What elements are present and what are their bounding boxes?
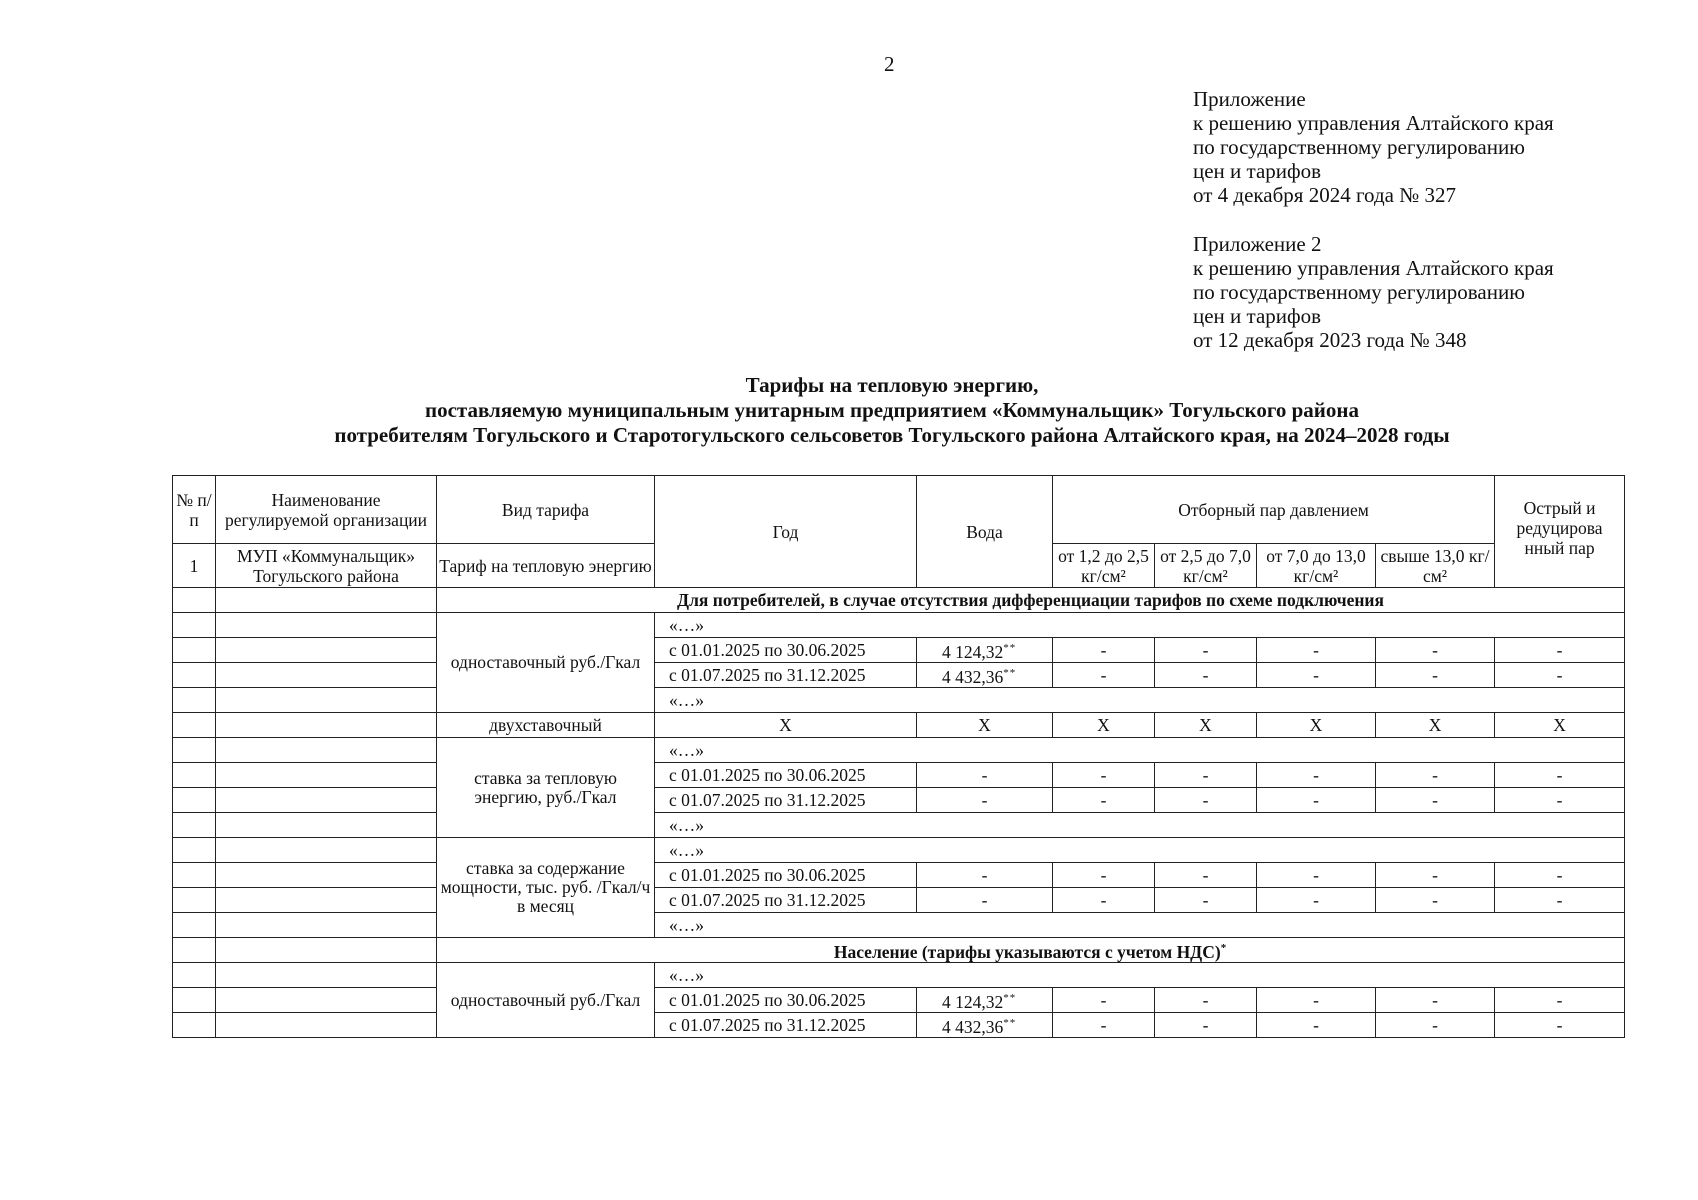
dash-cell: - [1257, 888, 1376, 913]
title-line: Тарифы на тепловую энергию, [745, 373, 1039, 397]
annex-header-2 [1193, 232, 1554, 352]
empty-cell [173, 1013, 216, 1038]
empty-cell [173, 663, 216, 688]
dash-cell: - [1495, 863, 1625, 888]
dash-cell: - [1053, 763, 1155, 788]
empty-cell [216, 913, 437, 938]
dash-cell: - [917, 788, 1053, 813]
empty-cell [173, 813, 216, 838]
annex-line: цен и тарифов [1193, 304, 1322, 328]
dash-cell: - [1053, 663, 1155, 688]
header-steam-col: от 7,0 до 13,0 кг/см² [1257, 544, 1376, 588]
section-heading: Для потребителей, в случае отсутствия дифференциации тарифов по схеме подключения [437, 588, 1625, 613]
dash-cell: - [917, 863, 1053, 888]
dash-cell: - [1257, 988, 1376, 1013]
header-sharp-steam: Острый и редуцирова нный пар [1495, 476, 1625, 588]
empty-cell [216, 613, 437, 638]
dash-cell: - [1257, 663, 1376, 688]
dash-cell: - [1155, 888, 1257, 913]
dash-cell: - [1257, 788, 1376, 813]
dash-cell: - [1376, 863, 1495, 888]
dash-cell: - [1155, 763, 1257, 788]
dash-cell: - [1495, 988, 1625, 1013]
annex-header-1 [1193, 87, 1554, 207]
empty-cell [173, 913, 216, 938]
dash-cell: - [1376, 888, 1495, 913]
document-title [0, 373, 1698, 448]
dash-cell: - [1495, 638, 1625, 663]
empty-cell [173, 688, 216, 713]
x-cell: X [1053, 713, 1155, 738]
dash-cell: - [1155, 863, 1257, 888]
empty-cell [216, 963, 437, 988]
x-cell: X [917, 713, 1053, 738]
empty-cell [216, 938, 437, 963]
dash-cell: - [1053, 988, 1155, 1013]
dash-cell: - [917, 888, 1053, 913]
tariff-label: одноставочный руб./Гкал [437, 963, 655, 1038]
ellipsis: «…» [655, 963, 1625, 988]
empty-cell [216, 713, 437, 738]
empty-cell [173, 738, 216, 763]
title-line: поставляемую муниципальным унитарным предприятием «Коммунальщик» Тогульского района [424, 398, 1359, 422]
empty-cell [173, 713, 216, 738]
dash-cell: - [1155, 988, 1257, 1013]
dash-cell: - [1376, 788, 1495, 813]
empty-cell [216, 888, 437, 913]
empty-cell [173, 838, 216, 863]
dash-cell: - [1155, 663, 1257, 688]
dash-cell: - [1257, 1013, 1376, 1038]
ellipsis: «…» [655, 838, 1625, 863]
header-steam: Отборный пар давлением [1053, 476, 1495, 544]
annex-line: от 4 декабря 2024 года № 327 [1193, 183, 1456, 207]
tariff-label: ставка за тепловую энергию, руб./Гкал [437, 738, 655, 838]
ellipsis: «…» [655, 913, 1625, 938]
x-cell: X [1376, 713, 1495, 738]
water-value: 4 124,32** [917, 988, 1053, 1013]
empty-cell [216, 663, 437, 688]
header-org: Наименование регулируемой организации [216, 476, 437, 544]
period-cell: с 01.07.2025 по 31.12.2025 [655, 788, 917, 813]
header-steam-col: свыше 13,0 кг/см² [1376, 544, 1495, 588]
empty-cell [173, 763, 216, 788]
ellipsis: «…» [655, 738, 1625, 763]
empty-cell [216, 688, 437, 713]
annex-line: цен и тарифов [1193, 159, 1322, 183]
row-number: 1 [173, 544, 216, 588]
empty-cell [216, 813, 437, 838]
dash-cell: - [1376, 1013, 1495, 1038]
empty-cell [216, 863, 437, 888]
tariff-label: двухставочный [437, 713, 655, 738]
water-value: 4 432,36** [917, 663, 1053, 688]
header-steam-col: от 2,5 до 7,0 кг/см² [1155, 544, 1257, 588]
header-tariff-type: Вид тарифа [437, 476, 655, 544]
annex-line: Приложение 2 [1193, 232, 1322, 256]
water-value: 4 124,32** [917, 638, 1053, 663]
dash-cell: - [1257, 638, 1376, 663]
dash-cell: - [1376, 663, 1495, 688]
empty-cell [173, 938, 216, 963]
dash-cell: - [1376, 638, 1495, 663]
tariff-table [172, 475, 1625, 1038]
dash-cell: - [1495, 888, 1625, 913]
dash-cell: - [1053, 788, 1155, 813]
empty-cell [173, 863, 216, 888]
empty-cell [216, 1013, 437, 1038]
annex-line: к решению управления Алтайского края [1193, 111, 1554, 135]
period-cell: с 01.01.2025 по 30.06.2025 [655, 763, 917, 788]
empty-cell [216, 788, 437, 813]
title-line: потребителям Тогульского и Старотогульского сельсоветов Тогульского района Алтайского края, на 2024–2028 годы [334, 423, 1450, 447]
ellipsis: «…» [655, 688, 1625, 713]
tariff-name: Тариф на тепловую энергию [437, 544, 655, 588]
ellipsis: «…» [655, 613, 1625, 638]
dash-cell: - [1257, 763, 1376, 788]
dash-cell: - [1495, 788, 1625, 813]
empty-cell [173, 788, 216, 813]
dash-cell: - [1495, 1013, 1625, 1038]
empty-cell [173, 588, 216, 613]
empty-cell [216, 638, 437, 663]
period-cell: с 01.07.2025 по 31.12.2025 [655, 663, 917, 688]
header-year: Год [655, 476, 917, 588]
x-cell: X [1257, 713, 1376, 738]
section-heading: Население (тарифы указываются с учетом НДС)* [437, 938, 1625, 963]
dash-cell: - [1155, 1013, 1257, 1038]
dash-cell: - [917, 763, 1053, 788]
dash-cell: - [1155, 638, 1257, 663]
period-cell: с 01.01.2025 по 30.06.2025 [655, 988, 917, 1013]
empty-cell [173, 988, 216, 1013]
empty-cell [173, 638, 216, 663]
header-water: Вода [917, 476, 1053, 588]
empty-cell [173, 888, 216, 913]
page-number: 2 [884, 52, 895, 76]
dash-cell: - [1257, 863, 1376, 888]
period-cell: с 01.01.2025 по 30.06.2025 [655, 863, 917, 888]
dash-cell: - [1053, 888, 1155, 913]
empty-cell [216, 738, 437, 763]
dash-cell: - [1053, 1013, 1155, 1038]
period-cell: с 01.07.2025 по 31.12.2025 [655, 1013, 917, 1038]
empty-cell [216, 988, 437, 1013]
ellipsis: «…» [655, 813, 1625, 838]
tariff-label: ставка за содержание мощности, тыс. руб. /Гкал/ч в месяц [437, 838, 655, 938]
dash-cell: - [1376, 988, 1495, 1013]
x-cell: X [1155, 713, 1257, 738]
annex-line: к решению управления Алтайского края [1193, 256, 1554, 280]
annex-line: Приложение [1193, 87, 1306, 111]
period-cell: с 01.01.2025 по 30.06.2025 [655, 638, 917, 663]
empty-cell [216, 838, 437, 863]
org-name: МУП «Коммунальщик» Тогульского района [216, 544, 437, 588]
empty-cell [173, 613, 216, 638]
dash-cell: - [1376, 763, 1495, 788]
water-value: 4 432,36** [917, 1013, 1053, 1038]
period-cell: с 01.07.2025 по 31.12.2025 [655, 888, 917, 913]
dash-cell: - [1155, 788, 1257, 813]
dash-cell: - [1053, 638, 1155, 663]
tariff-label: одноставочный руб./Гкал [437, 613, 655, 713]
dash-cell: - [1053, 863, 1155, 888]
dash-cell: - [1495, 663, 1625, 688]
empty-cell [173, 963, 216, 988]
header-num: № п/п [173, 476, 216, 544]
annex-line: от 12 декабря 2023 года № 348 [1193, 328, 1467, 352]
header-steam-col: от 1,2 до 2,5 кг/см² [1053, 544, 1155, 588]
empty-cell [216, 763, 437, 788]
annex-line: по государственному регулированию [1193, 280, 1525, 304]
dash-cell: - [1495, 763, 1625, 788]
annex-line: по государственному регулированию [1193, 135, 1525, 159]
x-cell: X [655, 713, 917, 738]
x-cell: X [1495, 713, 1625, 738]
empty-cell [216, 588, 437, 613]
